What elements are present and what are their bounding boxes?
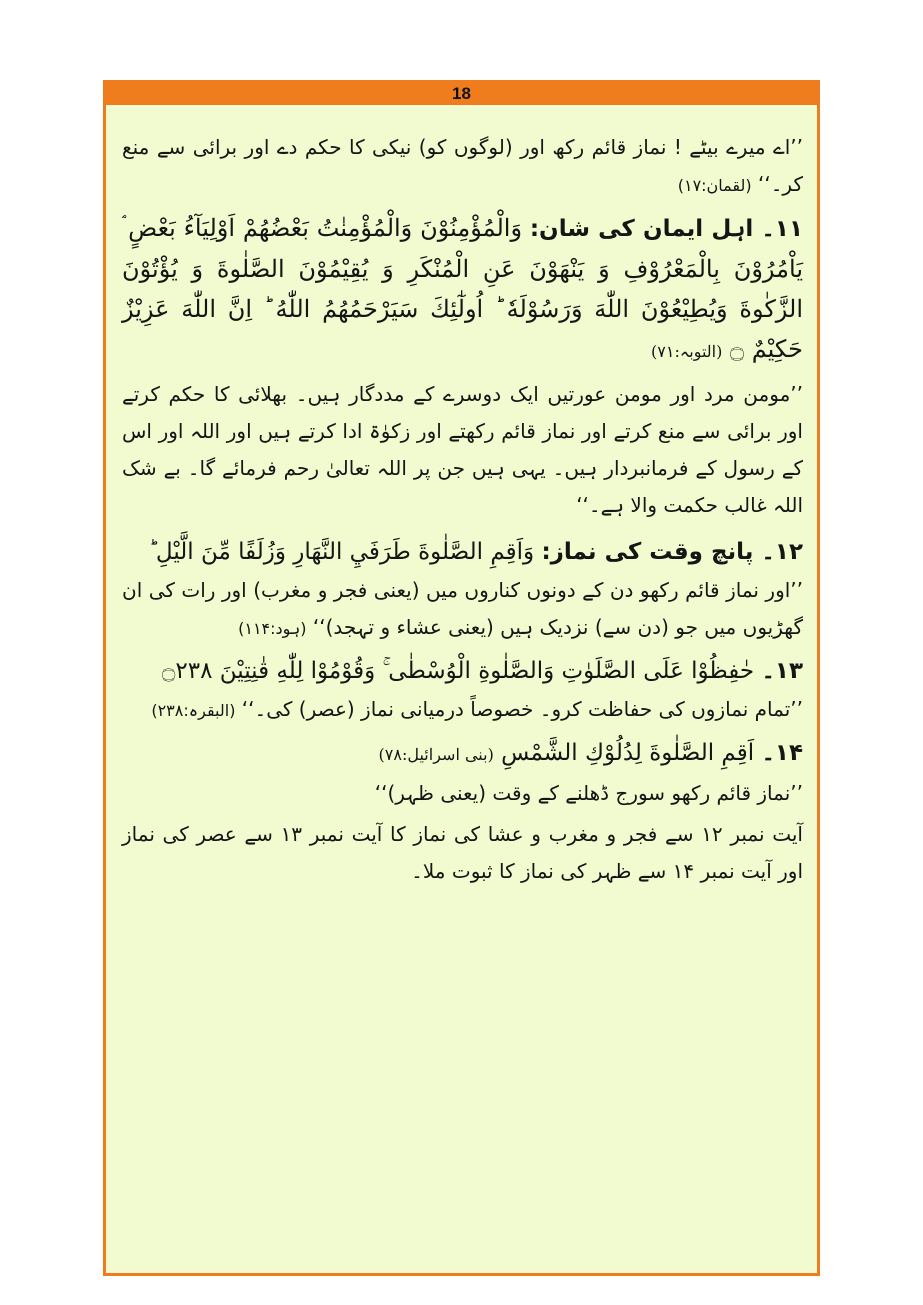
- section-12-reference: (ہود:۱۱۴): [238, 619, 307, 638]
- section-11-ayah: وَالْمُؤْمِنُوْنَ وَالْمُؤْمِنٰتُ بَعْضُهُمْ اَوْلِيَآءُ بَعْضٍ ۘ يَاْمُرُوْنَ بِالْمَعْرُوْفِ وَ يَنْهَوْنَ عَنِ الْمُنْكَرِ وَ يُقِيْمُوْنَ الصَّلٰوةَ وَ يُؤْتُوْنَ الزَّكٰوةَ وَيُطِيْعُوْنَ اللّٰهَ وَرَسُوْلَهٗ ؕ اُولٰٓئِكَ سَيَرْحَمُهُمُ اللّٰهُ ؕ اِنَّ اللّٰهَ عَزِيْزٌ حَكِيْمٌ ۝: [122, 214, 803, 363]
- page-number: 18: [452, 84, 471, 103]
- section-14-heading: ۱۴۔: [761, 740, 803, 766]
- page-frame: [103, 80, 820, 1276]
- section-13-translation-text: ’’تمام نمازوں کی حفاظت کرو۔ خصوصاً درمیانی نماز (عصر) کی۔‘‘: [241, 697, 803, 721]
- section-11-translation: ’’مومن مرد اور مومن عورتیں ایک دوسرے کے مددگار ہیں۔ بھلائی کا حکم کرتے اور برائی سے منع کرتے اور نماز قائم رکھتے اور زکوٰۃ ادا کرتے ہیں اور اللہ اور اس کے رسول کے فرمانبردار ہیں۔ یہی ہیں جن پر اللہ تعالیٰ رحم فرمائے گا۔ بے شک اللہ غالب حکمت والا ہے۔‘‘: [122, 382, 803, 517]
- section-13-ayah: حٰفِظُوْا عَلَى الصَّلَوٰتِ وَالصَّلٰوةِ الْوُسْطٰى ۚ وَقُوْمُوْا لِلّٰهِ قٰنِتِيْنَ ۝۲۳۸: [161, 658, 755, 684]
- conclusion: آیت نمبر ۱۲ سے فجر و مغرب و عشا کی نماز کا آیت نمبر ۱۳ سے عصر کی نماز اور آیت نمبر ۱۴ سے ظہر کی نماز کا ثبوت ملا۔: [122, 822, 803, 883]
- page-content: [122, 129, 803, 890]
- section-11-heading: ۱۱۔ اہل ایمان کی شان:: [529, 216, 803, 242]
- luqman-quote: [122, 129, 803, 204]
- page-header: [106, 83, 817, 105]
- section-13-heading: ۱۳۔: [761, 658, 803, 684]
- section-12-translation: [122, 572, 803, 647]
- section-14-translation: ’’نماز قائم رکھو سورج ڈھلنے کے وقت (یعنی ظہر)‘‘: [374, 781, 803, 805]
- luqman-reference: (لقمان:۱۷): [677, 176, 752, 195]
- section-12-ayah: وَاَقِمِ الصَّلٰوةَ طَرَفَيِ النَّهَارِ وَزُلَفًا مِّنَ الَّيْلِ ؕ: [148, 539, 535, 565]
- section-13-reference: (البقرہ:۲۳۸): [151, 701, 236, 720]
- section-11-reference: (التوبہ:۷۱): [651, 342, 723, 361]
- section-12-heading: ۱۲۔ پانچ وقت کی نماز:: [541, 539, 803, 565]
- section-13-translation: [122, 691, 803, 729]
- section-14: [122, 733, 803, 775]
- section-11: [122, 208, 803, 372]
- section-12-translation-text: ’’اور نماز قائم رکھو دن کے دونوں کناروں میں (یعنی فجر و مغرب) اور رات کی ان گھڑیوں میں جو (دن سے) نزدیک ہیں (یعنی عشاء و تہجد)‘‘: [122, 578, 803, 639]
- section-14-ayah: اَقِمِ الصَّلٰوةَ لِدُلُوْكِ الشَّمْسِ: [501, 740, 755, 766]
- luqman-quote-text: ’’اے میرے بیٹے ! نماز قائم رکھ اور (لوگوں کو) نیکی کا حکم دے اور برائی سے منع کر۔‘‘: [122, 135, 803, 196]
- section-14-reference: (بنی اسرائیل:۷۸): [378, 745, 494, 764]
- section-13: [122, 651, 803, 691]
- section-12: [122, 532, 803, 572]
